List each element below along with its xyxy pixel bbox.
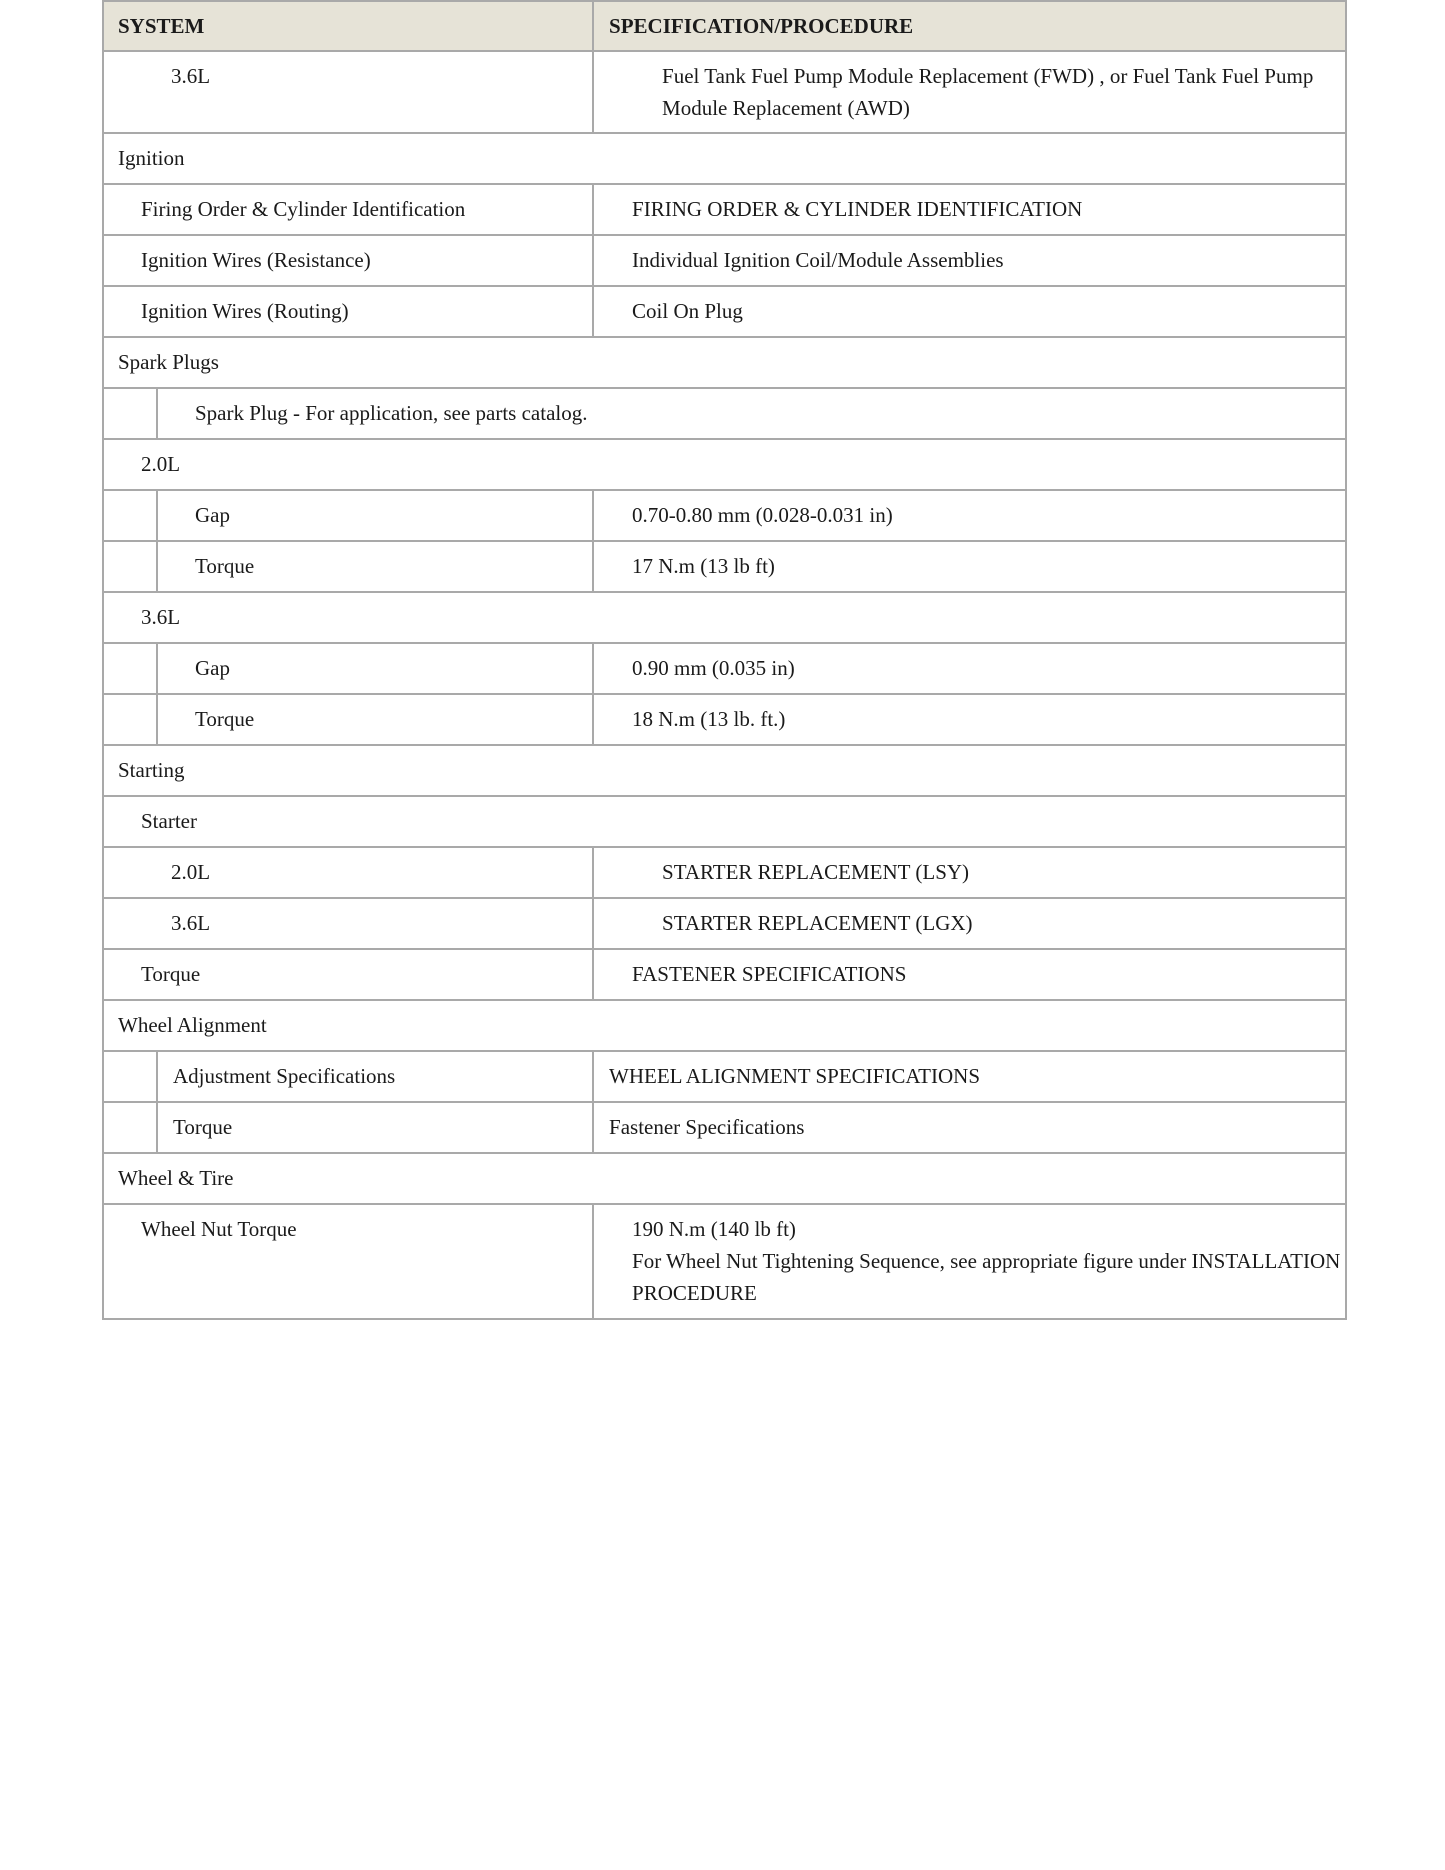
subsection-row-starter: [103, 796, 1346, 847]
spec-cell: 17 N.m (13 lb ft): [593, 541, 1346, 592]
system-cell: Torque: [157, 1102, 593, 1153]
spec-line: For Wheel Nut Tightening Sequence, see appropriate figure under INSTALLATION PROCEDURE: [632, 1249, 1341, 1305]
section-row-ignition: [103, 133, 1346, 184]
table-row: [103, 1204, 1346, 1319]
system-cell: Ignition Wires (Routing): [103, 286, 593, 337]
section-label: Wheel & Tire: [103, 1153, 1346, 1204]
system-cell: 2.0L: [103, 847, 593, 898]
system-cell: Wheel Nut Torque: [103, 1204, 593, 1319]
section-label: Ignition: [103, 133, 1346, 184]
subsection-label: 2.0L: [103, 439, 1346, 490]
subsection-label: Starter: [103, 796, 1346, 847]
table-row: [103, 694, 1346, 745]
table-row: [103, 184, 1346, 235]
table-row: [103, 51, 1346, 133]
indent-cell: [103, 388, 157, 439]
section-label: Spark Plugs: [103, 337, 1346, 388]
subsection-row-2-0l: [103, 439, 1346, 490]
system-cell: 3.6L: [103, 898, 593, 949]
spec-cell: WHEEL ALIGNMENT SPECIFICATIONS: [593, 1051, 1346, 1102]
spec-cell: 18 N.m (13 lb. ft.): [593, 694, 1346, 745]
spec-cell: Fuel Tank Fuel Pump Module Replacement (FWD) , or Fuel Tank Fuel Pump Module Replacement (AWD): [593, 51, 1346, 133]
system-cell: Gap: [157, 643, 593, 694]
indent-cell: [103, 490, 157, 541]
table-row: [103, 898, 1346, 949]
spec-cell: Individual Ignition Coil/Module Assemblies: [593, 235, 1346, 286]
note-cell: Spark Plug - For application, see parts catalog.: [157, 388, 1346, 439]
spec-cell: Fastener Specifications: [593, 1102, 1346, 1153]
spec-cell: 0.90 mm (0.035 in): [593, 643, 1346, 694]
subsection-row-3-6l: [103, 592, 1346, 643]
spec-cell: STARTER REPLACEMENT (LSY): [593, 847, 1346, 898]
indent-cell: [103, 1102, 157, 1153]
system-cell: Torque: [157, 694, 593, 745]
indent-cell: [103, 643, 157, 694]
indent-cell: [103, 1051, 157, 1102]
spec-line: 190 N.m (140 lb ft): [632, 1217, 796, 1241]
table-row: [103, 949, 1346, 1000]
table-row: [103, 1051, 1346, 1102]
section-label: Starting: [103, 745, 1346, 796]
system-cell: 3.6L: [103, 51, 593, 133]
table-row: [103, 490, 1346, 541]
section-row-wheel-tire: [103, 1153, 1346, 1204]
table-row: [103, 388, 1346, 439]
header-system: SYSTEM: [103, 1, 593, 51]
header-specification: SPECIFICATION/PROCEDURE: [593, 1, 1346, 51]
spec-cell: FIRING ORDER & CYLINDER IDENTIFICATION: [593, 184, 1346, 235]
system-cell: Firing Order & Cylinder Identification: [103, 184, 593, 235]
spec-cell: STARTER REPLACEMENT (LGX): [593, 898, 1346, 949]
table-row: [103, 286, 1346, 337]
table-row: [103, 643, 1346, 694]
section-row-spark-plugs: [103, 337, 1346, 388]
table-row: [103, 235, 1346, 286]
section-row-wheel-alignment: [103, 1000, 1346, 1051]
specification-table: [102, 0, 1347, 1320]
system-cell: Adjustment Specifications: [157, 1051, 593, 1102]
spec-cell: FASTENER SPECIFICATIONS: [593, 949, 1346, 1000]
indent-cell: [103, 694, 157, 745]
subsection-label: 3.6L: [103, 592, 1346, 643]
table-row: [103, 541, 1346, 592]
system-cell: Ignition Wires (Resistance): [103, 235, 593, 286]
system-cell: Torque: [103, 949, 593, 1000]
system-cell: Torque: [157, 541, 593, 592]
section-label: Wheel Alignment: [103, 1000, 1346, 1051]
table-row: [103, 1102, 1346, 1153]
table-header-row: [103, 1, 1346, 51]
spec-cell: 0.70-0.80 mm (0.028-0.031 in): [593, 490, 1346, 541]
system-cell: Gap: [157, 490, 593, 541]
section-row-starting: [103, 745, 1346, 796]
spec-cell: [593, 1204, 1346, 1319]
spec-cell: Coil On Plug: [593, 286, 1346, 337]
indent-cell: [103, 541, 157, 592]
table-row: [103, 847, 1346, 898]
